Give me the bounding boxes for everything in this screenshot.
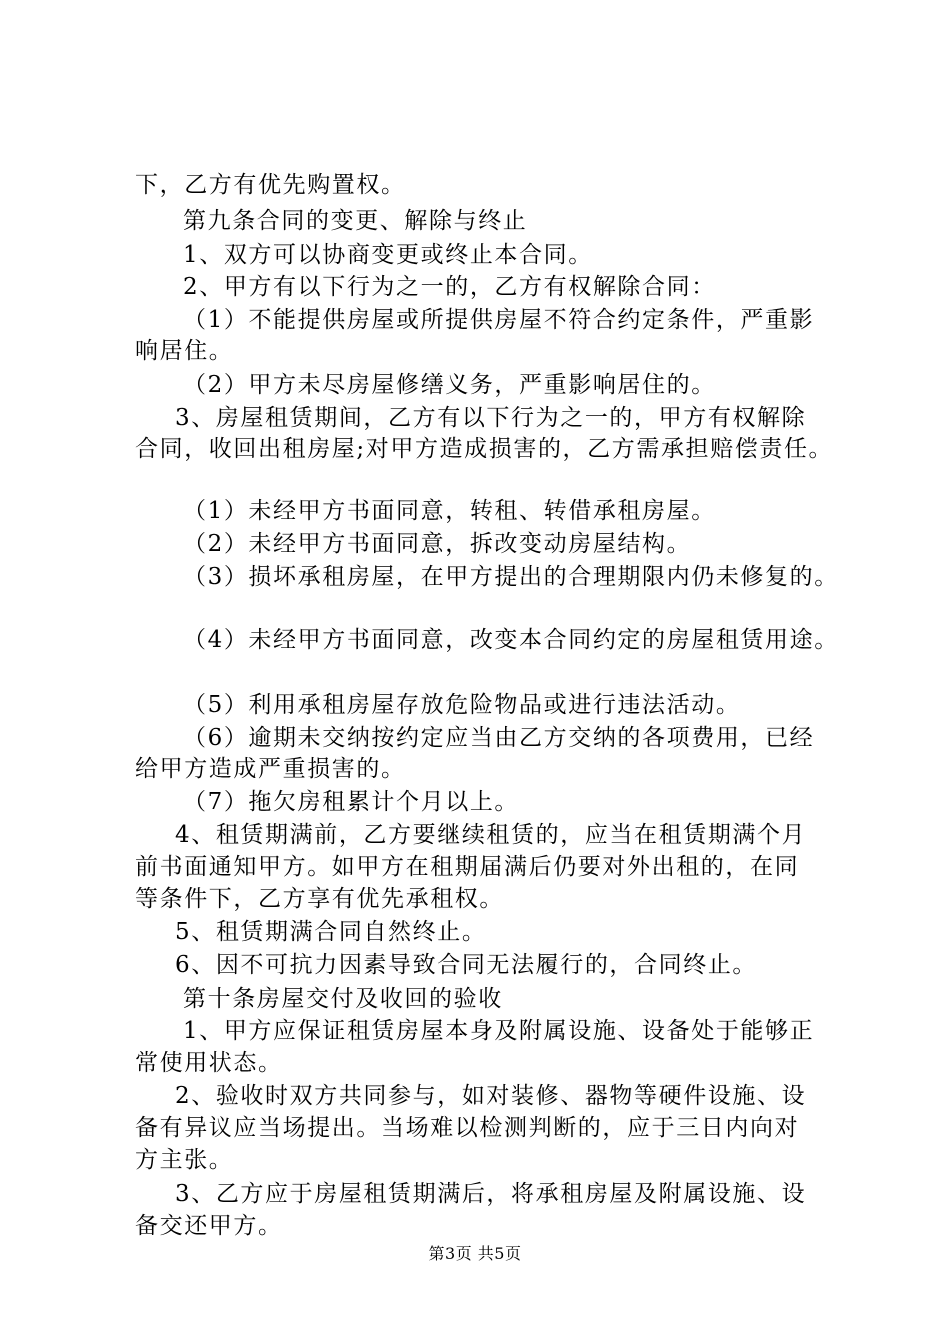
- text-line: 5、租赁期满合同自然终止。: [175, 919, 487, 945]
- text-line: （1）不能提供房屋或所提供房屋不符合约定条件，严重影: [183, 307, 815, 333]
- text-line: 给甲方造成严重损害的。: [135, 756, 406, 782]
- text-line: 常使用状态。: [135, 1050, 283, 1076]
- page-number-footer: 第3页 共5页: [428, 1244, 522, 1263]
- text-line: （6）逾期未交纳按约定应当由乙方交纳的各项费用，已经: [183, 725, 815, 751]
- text-line: 6、因不可抗力因素导致合同无法履行的，合同终止。: [175, 952, 758, 978]
- text-line: 4、租赁期满前，乙方要继续租赁的，应当在租赁期满个月: [175, 822, 807, 848]
- text-line: 方主张。: [135, 1147, 234, 1173]
- text-line: 前书面通知甲方。如甲方在租期届满后仍要对外出租的，在同: [135, 854, 800, 880]
- text-line: 下，乙方有优先购置权。: [135, 172, 406, 198]
- text-line: 备有异议应当场提出。当场难以检测判断的，应于三日内向对: [135, 1115, 800, 1141]
- text-line: （5）利用承租房屋存放危险物品或进行违法活动。: [183, 692, 741, 718]
- text-line: 合同，收回出租房屋;对甲方造成损害的，乙方需承担赔偿责任。: [135, 436, 834, 462]
- text-line: （1）未经甲方书面同意，转租、转借承租房屋。: [183, 498, 716, 524]
- text-line: （3）损坏承租房屋，在甲方提出的合理期限内仍未修复的。: [183, 564, 839, 590]
- text-line: 2、验收时双方共同参与，如对装修、器物等硬件设施、设: [175, 1083, 807, 1109]
- section-heading: 第九条合同的变更、解除与终止: [183, 208, 528, 234]
- text-line: （4）未经甲方书面同意，改变本合同约定的房屋租赁用途。: [183, 627, 839, 653]
- section-heading: 第十条房屋交付及收回的验收: [183, 986, 503, 1012]
- text-line: （7）拖欠房租累计个月以上。: [183, 789, 520, 815]
- text-line: 响居住。: [135, 338, 234, 364]
- text-line: 等条件下，乙方享有优先承租权。: [135, 886, 504, 912]
- text-line: 2、甲方有以下行为之一的，乙方有权解除合同：: [183, 274, 716, 300]
- text-line: 3、乙方应于房屋租赁期满后，将承租房屋及附属设施、设: [175, 1181, 807, 1207]
- text-line: 1、双方可以协商变更或终止本合同。: [183, 242, 593, 268]
- text-line: 备交还甲方。: [135, 1213, 283, 1239]
- text-line: （2）甲方未尽房屋修缮义务，严重影响居住的。: [183, 372, 716, 398]
- text-line: 1、甲方应保证租赁房屋本身及附属设施、设备处于能够正: [183, 1018, 815, 1044]
- text-line: （2）未经甲方书面同意，拆改变动房屋结构。: [183, 531, 692, 557]
- text-line: 3、房屋租赁期间，乙方有以下行为之一的，甲方有权解除: [175, 405, 807, 431]
